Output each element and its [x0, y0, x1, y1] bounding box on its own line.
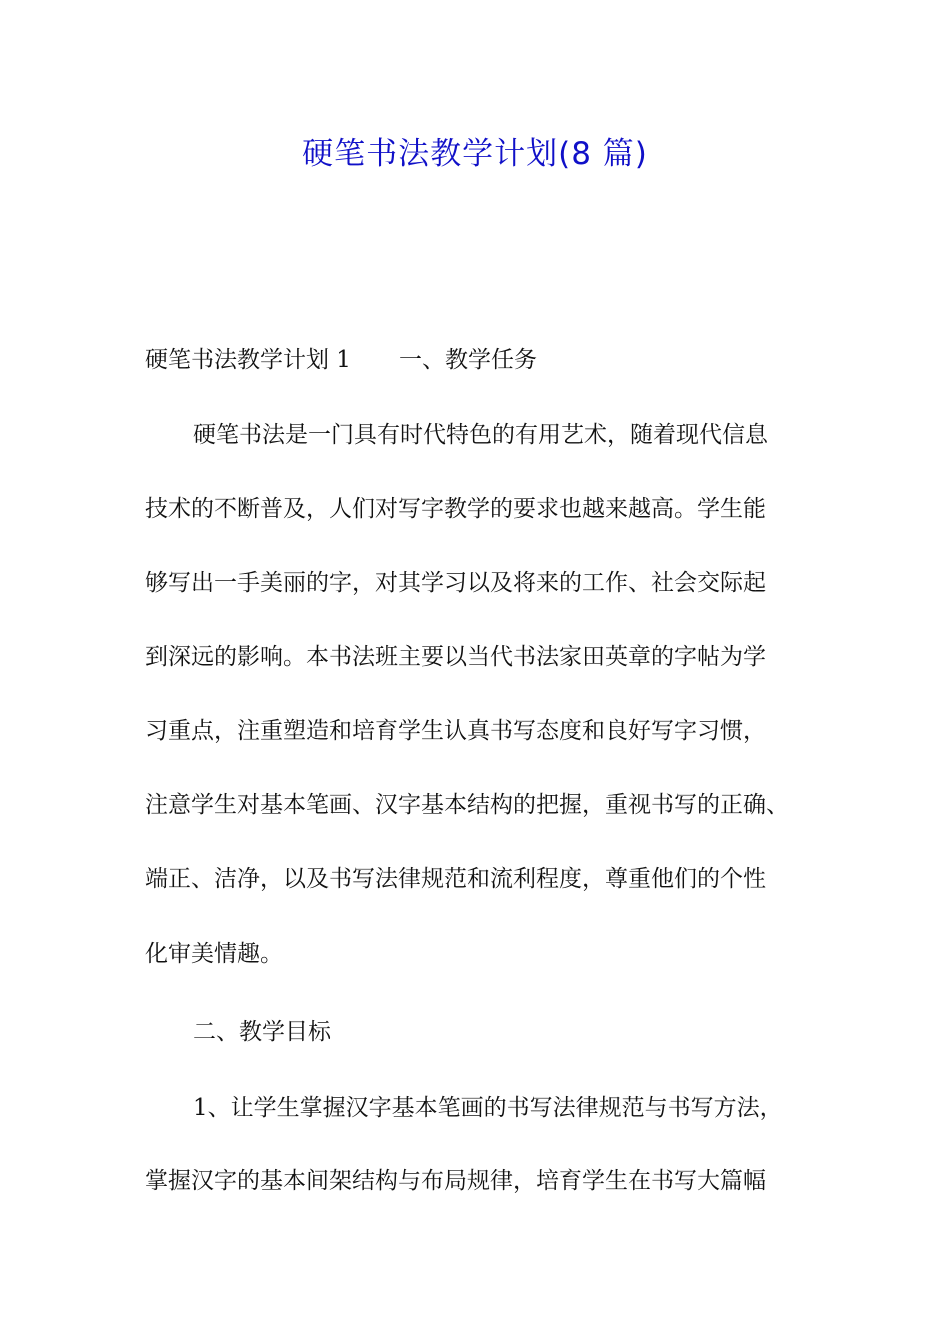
document-title: 硬笔书法教学计划(8 篇): [302, 136, 648, 172]
paragraph-line: 技术的不断普及，人们对写字教学的要求也越来越高。学生能: [145, 496, 766, 522]
paragraph-line: 够写出一手美丽的字，对其学习以及将来的工作、社会交际起: [145, 570, 766, 596]
paragraph-line: 化审美情趣。: [145, 941, 283, 967]
section-heading-line: [145, 345, 835, 375]
paragraph-line: 1、让学生掌握汉字基本笔画的书写法律规范与书写方法，: [193, 1095, 783, 1121]
paragraph-line: 习重点，注重塑造和培育学生认真书写态度和良好写字习惯，: [145, 718, 766, 744]
subsection-heading-1: 一、教学任务: [398, 347, 537, 373]
paragraph-line: 端正、洁净，以及书写法律规范和流利程度，尊重他们的个性: [145, 866, 766, 892]
paragraph-line: 注意学生对基本笔画、汉字基本结构的把握，重视书写的正确、: [145, 792, 789, 818]
subsection-heading-2: 二、教学目标: [193, 1019, 331, 1045]
paragraph-line: 到深远的影响。本书法班主要以当代书法家田英章的字帖为学: [145, 644, 766, 670]
paragraph-line: 掌握汉字的基本间架结构与布局规律，培育学生在书写大篇幅: [145, 1168, 766, 1194]
paragraph-line: 硬笔书法是一门具有时代特色的有用艺术，随着现代信息: [193, 422, 768, 448]
section-heading: 硬笔书法教学计划 1: [145, 347, 351, 373]
